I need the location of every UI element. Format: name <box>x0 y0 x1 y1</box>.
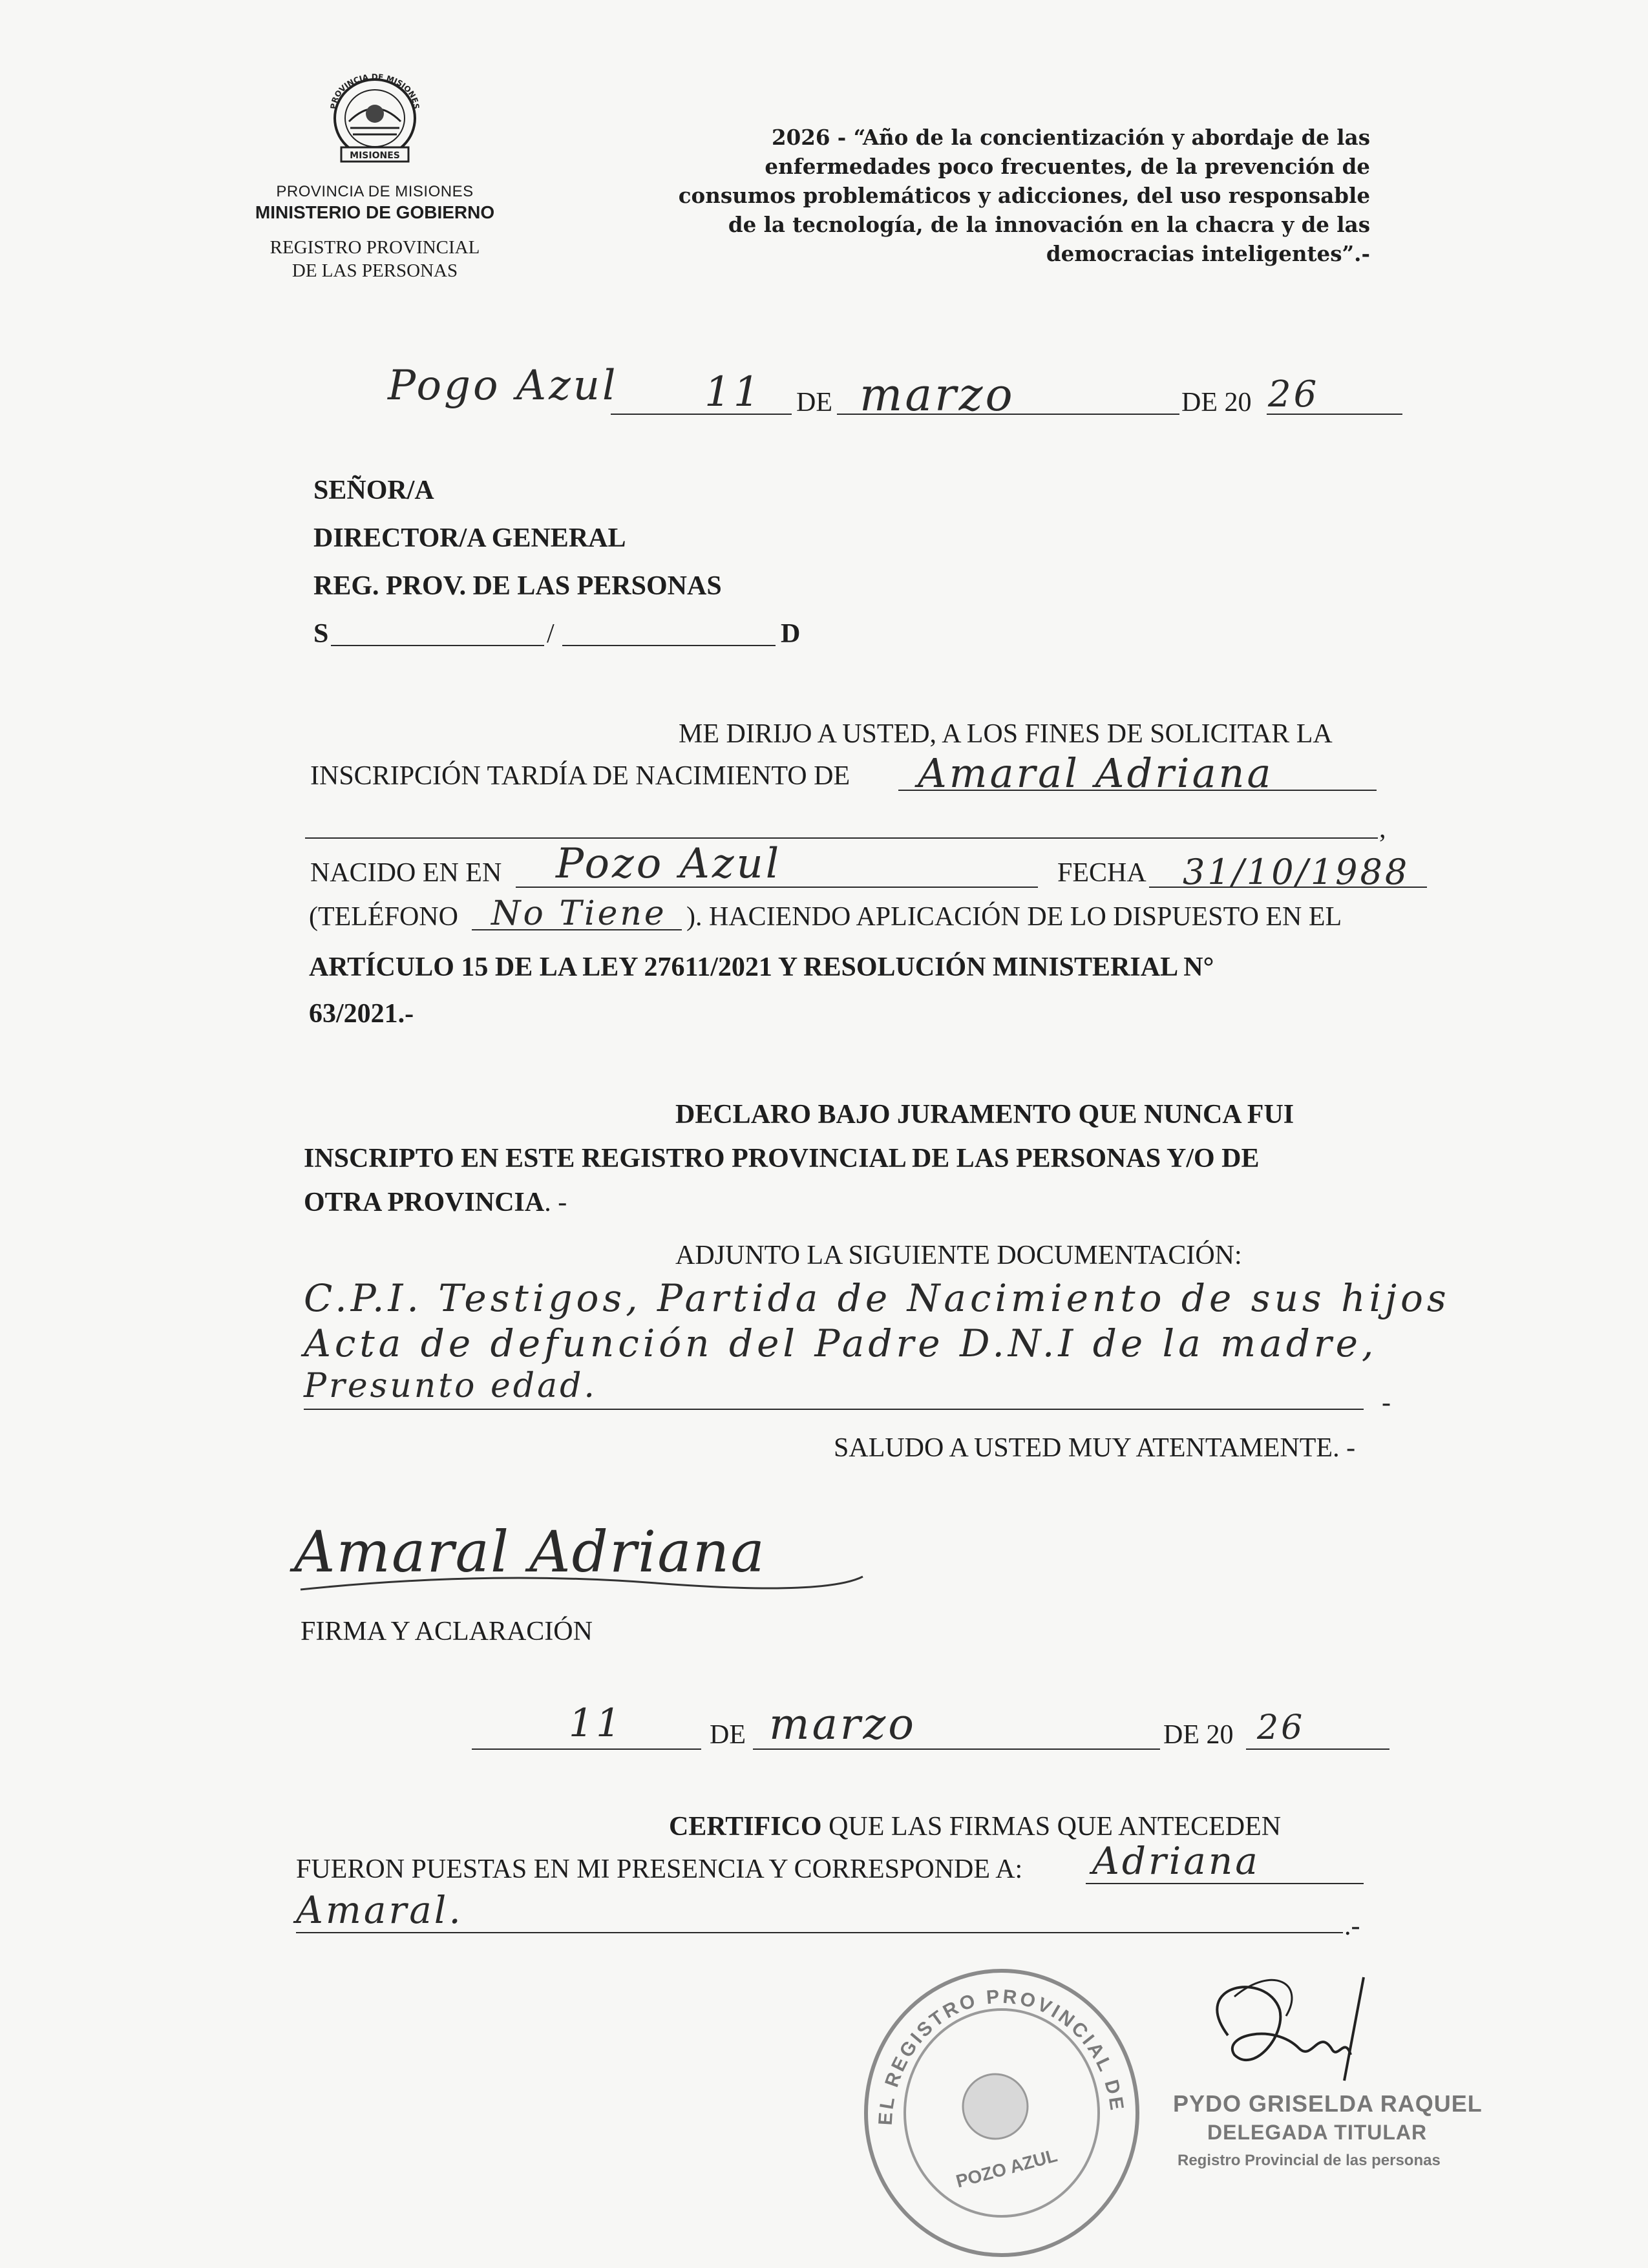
logo-ring-text: PROVINCIA DE MISIONES <box>328 72 421 110</box>
delegate-signature <box>1176 1958 1409 2100</box>
cert-de-label: DE <box>710 1720 746 1750</box>
declaro-line3-tail: . - <box>544 1188 567 1217</box>
certifico-bold: CERTIFICO <box>669 1812 822 1842</box>
cert-name-part1[interactable]: Adriana <box>1092 1839 1260 1883</box>
cert-name-underline-1 <box>1086 1883 1364 1884</box>
signature-flourish <box>294 1564 876 1602</box>
addressee-line1: SEÑOR/A <box>313 476 434 505</box>
cert-de20-label: DE 20 <box>1163 1720 1234 1750</box>
birth-date-handwritten[interactable]: 31/10/1988 <box>1183 852 1410 892</box>
telefono-close-text: ). HACIENDO APLICACIÓN DE LO DISPUESTO EN EL <box>686 902 1342 932</box>
svg-text:PROVINCIA DE MISIONES <box>329 72 421 109</box>
year-motto-line: enfermedades poco frecuentes, de la prevención de <box>765 154 1370 179</box>
cert-name-part2[interactable]: Amaral. <box>296 1888 463 1932</box>
addressee-s-underline <box>331 645 544 646</box>
document-item[interactable]: C.P.I. Testigos, Partida de Nacimiento de sus hijos <box>304 1276 1450 1320</box>
declaro-line3-bold: OTRA PROVINCIA <box>304 1188 545 1217</box>
cert-month-handwritten[interactable]: marzo <box>769 1699 916 1749</box>
cert-year-underline <box>1246 1748 1389 1750</box>
addressee-d-label: D <box>781 619 801 649</box>
intro-line: ME DIRIJO A USTED, A LOS FINES DE SOLICITAR LA <box>679 719 1333 749</box>
year-motto-line: de la tecnología, de la innovación en la chacra y de las <box>728 212 1370 237</box>
documents-underline <box>304 1409 1364 1410</box>
saludo-line: SALUDO A USTED MUY ATENTAMENTE. - <box>834 1433 1356 1463</box>
firma-aclaracion-label: FIRMA Y ACLARACIÓN <box>301 1617 593 1646</box>
cert-day-handwritten[interactable]: 11 <box>569 1701 624 1746</box>
date-place-handwritten[interactable]: Pogo Azul <box>388 362 618 410</box>
year-motto-line: democracias inteligentes”.- <box>1046 241 1370 266</box>
articulo-line2: 63/2021.- <box>309 999 414 1029</box>
document-item[interactable]: Presunto edad. <box>304 1367 597 1405</box>
documents-dash: - <box>1382 1388 1391 1418</box>
addressee-line2: DIRECTOR/A GENERAL <box>313 523 626 553</box>
date-de-label: DE <box>796 388 832 417</box>
date-place-underline <box>611 414 792 415</box>
delegate-name: PYDO GRISELDA RAQUEL <box>1173 2090 1483 2117</box>
addressee-s-label: S <box>313 619 329 649</box>
cert-day-underline <box>472 1748 701 1750</box>
registry-label-line2: DE LAS PERSONAS <box>291 260 458 281</box>
addressee-line3: REG. PROV. DE LAS PERSONAS <box>313 571 722 601</box>
birthplace-handwritten[interactable]: Pozo Azul <box>556 840 782 888</box>
declaro-line2: INSCRIPTO EN ESTE REGISTRO PROVINCIAL DE LAS PERSONAS Y/O DE <box>304 1144 1260 1173</box>
applicant-signature: Amaral Adriana <box>294 1518 766 1585</box>
fecha-label: FECHA <box>1057 858 1146 888</box>
date-de20-label: DE 20 <box>1181 388 1252 417</box>
addressee-slash: / <box>547 619 555 649</box>
province-label: PROVINCIA DE MISIONES <box>276 183 474 200</box>
declaro-line1: DECLARO BAJO JURAMENTO QUE NUNCA FUI <box>675 1100 1294 1129</box>
addressee-d-underline <box>562 645 776 646</box>
date-year-handwritten[interactable]: 26 <box>1268 373 1320 415</box>
provincial-logo <box>310 70 439 167</box>
declaro-line3 <box>304 1189 567 1216</box>
nacido-label: NACIDO EN EN <box>310 858 502 888</box>
document-item[interactable]: Acta de defunción del Padre D.N.I de la madre, <box>304 1321 1378 1365</box>
year-motto-line: consumos problemáticos y adicciones, del uso responsable <box>678 183 1370 208</box>
cert-year-handwritten[interactable]: 26 <box>1257 1708 1305 1747</box>
adjunto-label: ADJUNTO LA SIGUIENTE DOCUMENTACIÓN: <box>675 1241 1242 1270</box>
official-stamp <box>853 1958 1150 2262</box>
applicant-name-underline-2 <box>305 837 1378 839</box>
year-motto <box>569 123 1370 268</box>
applicant-name-handwritten[interactable]: Amaral Adriana <box>918 750 1274 797</box>
stamp-ring-text: EL REGISTRO PROVINCIAL DE <box>874 1986 1128 2126</box>
applicant-name-comma: , <box>1379 814 1386 844</box>
certifico-line <box>669 1813 1281 1840</box>
certifico-rest: QUE LAS FIRMAS QUE ANTECEDEN <box>821 1812 1282 1842</box>
registry-label-line1: REGISTRO PROVINCIAL <box>269 237 480 258</box>
stamp-center-text: POZO AZUL <box>953 2145 1060 2192</box>
articulo-line1: ARTÍCULO 15 DE LA LEY 27611/2021 Y RESOLUCIÓN MINISTERIAL N° <box>309 952 1214 982</box>
delegate-title: DELEGADA TITULAR <box>1207 2121 1428 2144</box>
cert-name-underline-2 <box>296 1932 1343 1933</box>
telefono-handwritten[interactable]: No Tiene <box>491 894 667 933</box>
telefono-open-label: (TELÉFONO <box>309 902 458 932</box>
date-day-handwritten[interactable]: 11 <box>704 368 763 416</box>
ministry-label: MINISTERIO DE GOBIERNO <box>255 202 495 222</box>
svg-text:MISIONES: MISIONES <box>350 151 400 161</box>
inscripcion-label: INSCRIPCIÓN TARDÍA DE NACIMIENTO DE <box>310 761 850 791</box>
delegate-office: Registro Provincial de las personas <box>1178 2152 1441 2169</box>
cert-end-mark: .- <box>1344 1911 1360 1941</box>
date-month-handwritten[interactable]: marzo <box>860 368 1015 421</box>
year-motto-line: 2026 - “Año de la concientización y abordaje de las <box>772 125 1370 150</box>
corresponde-label: FUERON PUESTAS EN MI PRESENCIA Y CORRESPONDE A: <box>296 1854 1023 1884</box>
